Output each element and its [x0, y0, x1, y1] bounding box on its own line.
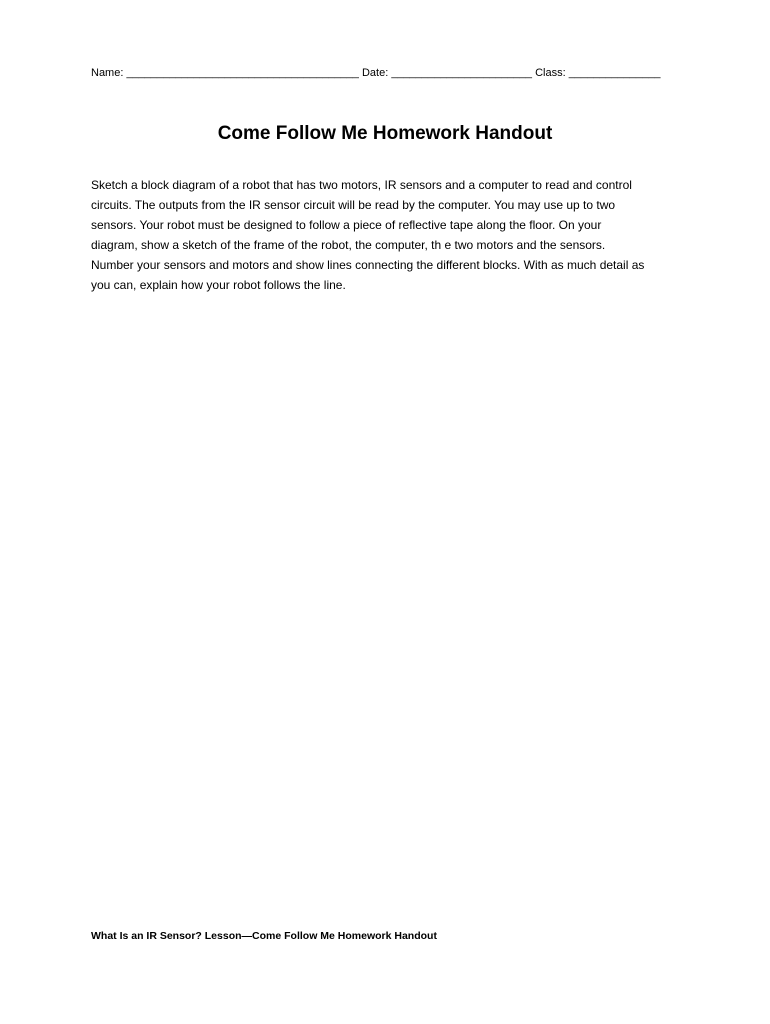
- page-footer: What Is an IR Sensor? Lesson—Come Follow Me Homework Handout: [91, 930, 437, 942]
- instructions-paragraph: [91, 175, 691, 295]
- instructions-line: sensors. Your robot must be designed to follow a piece of reflective tape along the floor. On your: [91, 218, 602, 232]
- instructions-line: Sketch a block diagram of a robot that has two motors, IR sensors and a computer to read and control: [91, 178, 632, 192]
- instructions-line: you can, explain how your robot follows the line.: [91, 278, 346, 292]
- student-info-line: Name: ______________________________________ Date: _______________________ Class: _______________: [91, 67, 661, 79]
- instructions-line: Number your sensors and motors and show lines connecting the different blocks. With as much detail as: [91, 258, 645, 272]
- page-title: Come Follow Me Homework Handout: [217, 123, 553, 144]
- instructions-line: circuits. The outputs from the IR sensor circuit will be read by the computer. You may use up to two: [91, 198, 616, 212]
- instructions-line: diagram, show a sketch of the frame of the robot, the computer, th e two motors and the sensors.: [91, 238, 606, 252]
